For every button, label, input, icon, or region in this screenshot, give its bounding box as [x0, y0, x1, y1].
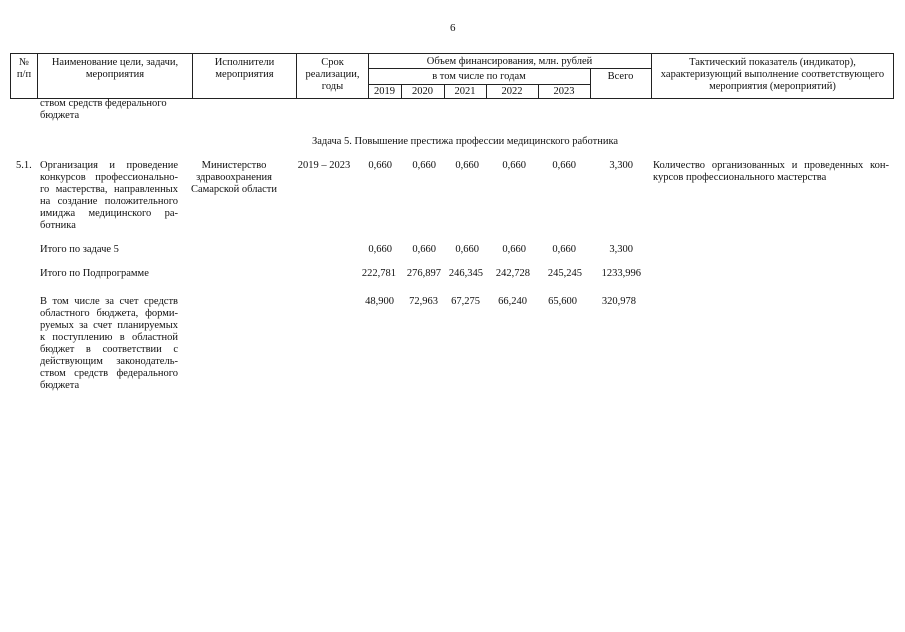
row-name-line: го мастерства, направленных — [40, 184, 178, 195]
including-2020: 72,963 — [409, 296, 438, 307]
total-sub-2021: 246,345 — [448, 268, 483, 279]
total-sub-label: Итого по Подпрограмме — [40, 268, 149, 279]
row-executor: Министерство здравоохранения Самарской области — [191, 160, 277, 195]
row-value-2021: 0,660 — [455, 160, 479, 171]
header-name-text: Наименование цели, задачи, мероприятия — [51, 57, 179, 80]
row-value-2019: 0,660 — [368, 160, 392, 171]
header-fin-title: Объем финансирования, млн. рублей — [426, 56, 593, 67]
total-task-label: Итого по задаче 5 — [40, 244, 119, 255]
row-total: 3,300 — [609, 160, 633, 171]
header-name — [38, 54, 193, 98]
including-line: руемых за счет планируемых — [40, 320, 178, 331]
row-term: 2019 – 2023 — [297, 160, 351, 171]
row-indicator — [653, 160, 889, 184]
row-indicator-line: курсов профессионального мастерства — [653, 172, 827, 183]
row-number: 5.1. — [16, 160, 32, 171]
row-name — [40, 160, 178, 232]
including-line: бюджета — [40, 380, 80, 391]
including-line: к поступлению в областной — [40, 332, 178, 343]
header-year: 2019 — [374, 86, 395, 97]
header-total: Всего — [607, 71, 634, 82]
row-indicator-line: Количество организованных и проведенных кон- — [653, 160, 889, 171]
carryover-text: ством средств федерального бюджета — [40, 98, 167, 121]
including-label — [40, 296, 178, 392]
header-term-text: Срок реализации, годы — [305, 57, 360, 92]
header-indicator — [652, 54, 893, 98]
total-task-2023: 0,660 — [552, 244, 576, 255]
header-executor — [193, 54, 297, 98]
total-sub-total: 1233,996 — [601, 268, 641, 279]
total-task-total: 3,300 — [609, 244, 633, 255]
row-name-line: Организация и проведение — [40, 160, 178, 171]
row-value-2022: 0,660 — [502, 160, 526, 171]
including-total: 320,978 — [601, 296, 636, 307]
total-sub-2022: 242,728 — [495, 268, 530, 279]
total-sub-2019: 222,781 — [361, 268, 396, 279]
task-title: Задача 5. Повышение престижа профессии медицинского работника — [311, 136, 619, 147]
including-2022: 66,240 — [498, 296, 527, 307]
header-years-group: в том числе по годам — [432, 71, 526, 82]
header-term — [297, 54, 369, 98]
header-year: 2022 — [501, 86, 523, 97]
total-task-2020: 0,660 — [412, 244, 436, 255]
header-executor-text: Исполнители мероприятия — [214, 57, 275, 80]
row-value-2023: 0,660 — [552, 160, 576, 171]
total-task-2019: 0,660 — [368, 244, 392, 255]
header-year: 2020 — [412, 86, 433, 97]
including-2021: 67,275 — [451, 296, 480, 307]
rule — [368, 68, 651, 69]
total-sub-2020: 276,897 — [406, 268, 441, 279]
header-num-text: № п/п — [16, 57, 32, 80]
including-line: бюджет в соответствии с — [40, 344, 178, 355]
total-task-2022: 0,660 — [502, 244, 526, 255]
including-line: областного бюджета, форми- — [40, 308, 178, 319]
total-task-2021: 0,660 — [455, 244, 479, 255]
row-name-line: на создание положительного — [40, 196, 178, 207]
rule — [590, 68, 591, 98]
header-year: 2021 — [454, 86, 476, 97]
including-line: В том числе за счет средств — [40, 296, 178, 307]
row-name-line: имиджа медицинского ра- — [40, 208, 178, 219]
including-2023: 65,600 — [548, 296, 577, 307]
including-line: ством средств федерального — [40, 368, 178, 379]
total-sub-2023: 245,245 — [547, 268, 582, 279]
row-name-line: ботника — [40, 220, 76, 231]
header-indicator-text: Тактический показатель (индикатор), характеризующий выполнение соответствующего мероприятия (мероприятий) — [660, 57, 885, 92]
including-line: действующим законодатель- — [40, 356, 178, 367]
page-number: 6 — [450, 22, 456, 34]
header-num — [11, 54, 38, 98]
row-name-line: конкурсов профессионально- — [40, 172, 178, 183]
row-value-2020: 0,660 — [412, 160, 436, 171]
header-year: 2023 — [553, 86, 575, 97]
including-2019: 48,900 — [365, 296, 394, 307]
